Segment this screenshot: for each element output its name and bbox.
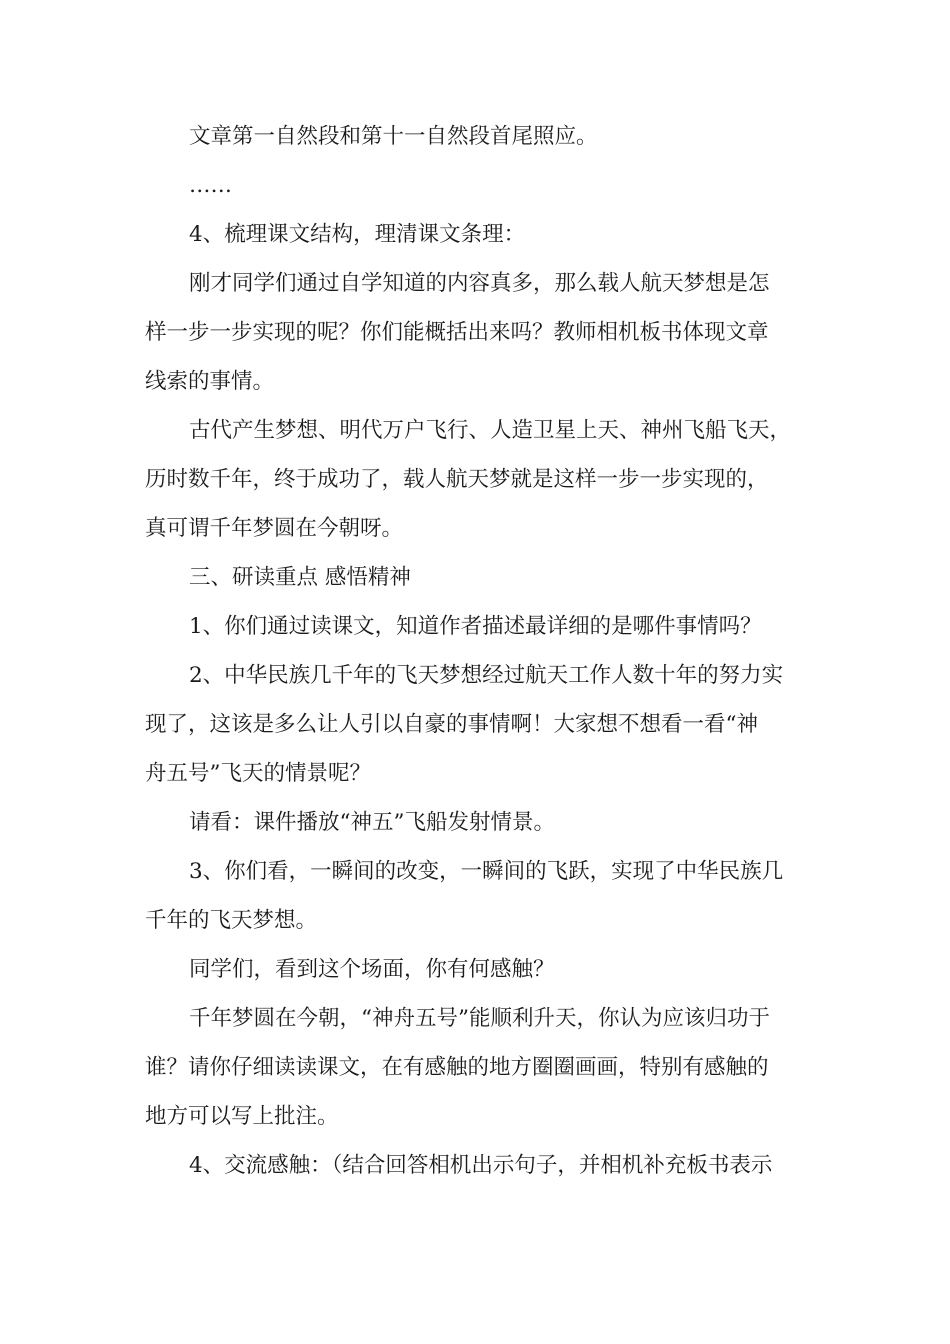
text-line: 现了，这该是多么让人引以自豪的事情啊！大家想不想看一看“神 — [145, 712, 758, 737]
text-line: 文章第一自然段和第十一自然段首尾照应。 — [189, 124, 598, 149]
section-heading: 三、研读重点 感悟精神 — [189, 565, 411, 590]
text-line: 古代产生梦想、明代万户飞行、人造卫星上天、神州飞船飞天， — [189, 418, 792, 443]
document-body — [145, 112, 825, 1190]
text-line: 样一步一步实现的呢？你们能概括出来吗？教师相机板书体现文章 — [145, 320, 769, 345]
text-line: 千年梦圆在今朝，“神舟五号”能顺利升天，你认为应该归功于 — [189, 1006, 770, 1031]
text-line: 同学们，看到这个场面，你有何感触？ — [189, 957, 555, 982]
text-line: 千年的飞天梦想。 — [145, 908, 318, 933]
text-line: 谁？请你仔细读读课文，在有感触的地方圈圈画画，特别有感触的 — [145, 1055, 769, 1080]
text-line: 历时数千年，终于成功了，载人航天梦就是这样一步一步实现的， — [145, 467, 769, 492]
text-line: 1、你们通过读课文，知道作者描述最详细的是哪件事情吗？ — [189, 614, 762, 639]
text-line: 3、你们看，一瞬间的改变，一瞬间的飞跃，实现了中华民族几 — [189, 859, 784, 884]
text-line: 4、交流感触：（结合回答相机出示句子，并相机补充板书表示 — [189, 1153, 773, 1178]
text-line: 真可谓千年梦圆在今朝呀。 — [145, 516, 404, 541]
text-line: 2、中华民族几千年的飞天梦想经过航天工作人数十年的努力实 — [189, 663, 784, 688]
text-line: 线索的事情。 — [145, 369, 275, 394]
text-line: 请看：课件播放“神五”飞船发射情景。 — [189, 810, 555, 835]
text-line: 4、梳理课文结构，理清课文条理： — [189, 222, 526, 247]
text-line: 刚才同学们通过自学知道的内容真多，那么载人航天梦想是怎 — [189, 271, 770, 296]
text-line: 地方可以写上批注。 — [145, 1104, 339, 1129]
text-line: …… — [189, 173, 232, 198]
text-line: 舟五号”飞天的情景呢？ — [145, 761, 371, 786]
